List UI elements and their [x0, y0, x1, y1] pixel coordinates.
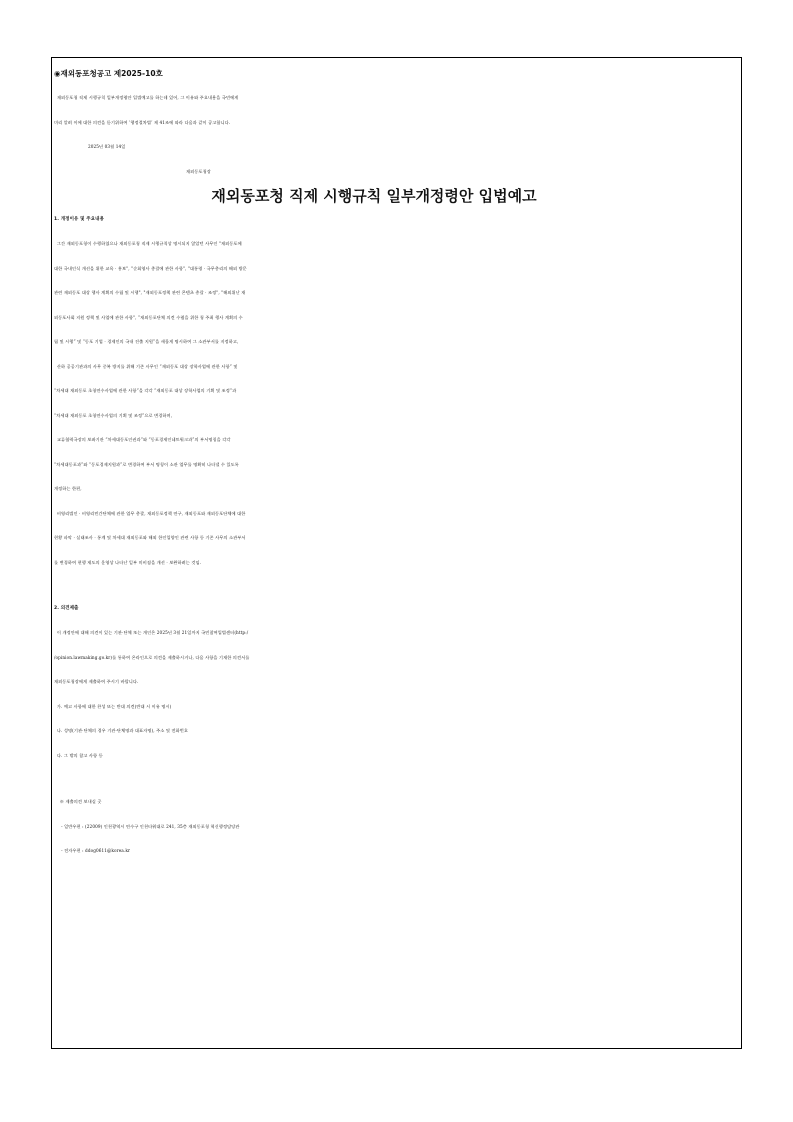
intro-line: 미리 알려 이에 대한 의견을 듣기위하여 ‘행정절차법’ 제 41조에 따라 다음과 같이 공고합니다.: [54, 119, 231, 125]
section1-line: 현황 파악 · 실태조사 · 통계 및 차세대 재외동포와 해외 한인입양인 관련 사항 등 기존 사무의 소관부서: [54, 535, 246, 540]
section1-line: 비영리법인 · 비영리민간단체에 관한 업무 총괄, 재외동포정책 연구, 재외동포와 재외동포단체에 대한: [54, 510, 246, 516]
section1-line: 관련 재외동포 대상 행사 계획의 수립 및 시행", "재외동포정책 관련 콘텐츠 총괄 · 조정", "해외위난 재: [54, 290, 246, 295]
intro-line: 재외동포청 직제 시행규칙 일부개정령안 입법예고를 하는데 있어, 그 이유와 주요내용을 국민에게: [54, 95, 239, 100]
submit-heading: ※ 제출의견 보내실 곳: [54, 799, 102, 804]
section2-line: 재외동포청장에게 제출하여 주시기 바랍니다.: [54, 679, 139, 684]
section1-heading: 1. 개정이유 및 주요내용: [54, 217, 105, 222]
section1-line: 대한 국내인식 개선을 위한 교육 · 홍보", "순회영사 총괄에 관한 사항", "대통령 · 국무총리의 해외 방문: [54, 265, 247, 271]
main-title: 재외동포청 직제 시행규칙 일부개정령안 입법예고: [211, 187, 537, 205]
section1-line: 를 변경하여 현행 제도의 운영상 나타난 일부 미비점을 개선 · 보완하려는 것임.: [54, 559, 202, 565]
section2-item: 나. 성명(기관·단체의 경우 기관·단체명과 대표자명), 주소 및 전화번호: [54, 728, 188, 733]
submit-email: - 전자우편 : ddog0611@korea.kr: [54, 848, 131, 853]
section1-line: “차세대동포과”와 “동포경제지원과”로 변경하여 부서 명칭이 소관 업무를 명확히 나타낼 수 있도록: [54, 461, 239, 467]
section2-heading: 2. 의견제출: [54, 606, 79, 611]
section1-line: 산하 공공기관과의 사무 중복 방지를 위해 기존 사무인 “재외동포 대상 장학사업에 관한 사항” 및: [54, 363, 238, 369]
section2-item: 가. 예고 사항에 대한 찬성 또는 반대 의견(반대 시 이유 명시): [54, 703, 172, 709]
section1-line: 그간 재외동포청이 수행하였으나 재외동포청 직제 시행규칙상 명시되지 않았던 사무인 "재외동포에: [54, 241, 242, 246]
section1-line: 립 및 시행” 및 “동포 기업 · 경제인의 국내 진출 지원”을 새롭게 명시하여 그 소관부서를 지정하고,: [54, 339, 239, 344]
notice-content: [54, 62, 740, 864]
notice-title: ◉재외동포청공고 제2025-10호: [54, 69, 163, 78]
section2-line: /opinion.lawmaking.go.kr)를 통하여 온라인으로 의견을 제출하시거나, 다음 사항을 기재한 의견서를: [54, 654, 250, 660]
section1-line: 외동포사회 지원 정책 및 사업에 관한 사항", “재외동포단체 의견 수렴을 위한 청 주최 행사 계획의 수: [54, 314, 243, 320]
notice-issuer: 재외동포청장: [186, 168, 211, 174]
section1-line: “차세대 재외동포 초청연수사업에 관한 사항”을 각각 “재외동포 대상 장학사업의 기획 및 조정”과: [54, 388, 237, 393]
submit-mail: - 일반우편 : (22009) 인천광역시 연수구 인천타워대로 241, 35층 재외동포청 혁신행정담당관: [54, 823, 240, 829]
section1-line: 개정하는 한편,: [54, 486, 82, 491]
section2-line: 이 개정안에 대해 의견이 있는 기관·단체 또는 개인은 2025년 3월 21일까지 국민참여입법센터(http:/: [54, 630, 249, 635]
section1-line: “차세대 재외동포 초청연수사업의 기획 및 조정”으로 변경하며,: [54, 412, 173, 418]
section1-line: 교류협력국장의 보좌기관 “차세대동포인권과”와 “동포경제인네트워크과”의 부서명칭을 각각: [54, 437, 231, 442]
section2-item: 다. 그 밖의 참고 사항 등: [54, 752, 103, 758]
notice-date: 2025년 03월 14일: [88, 144, 126, 149]
